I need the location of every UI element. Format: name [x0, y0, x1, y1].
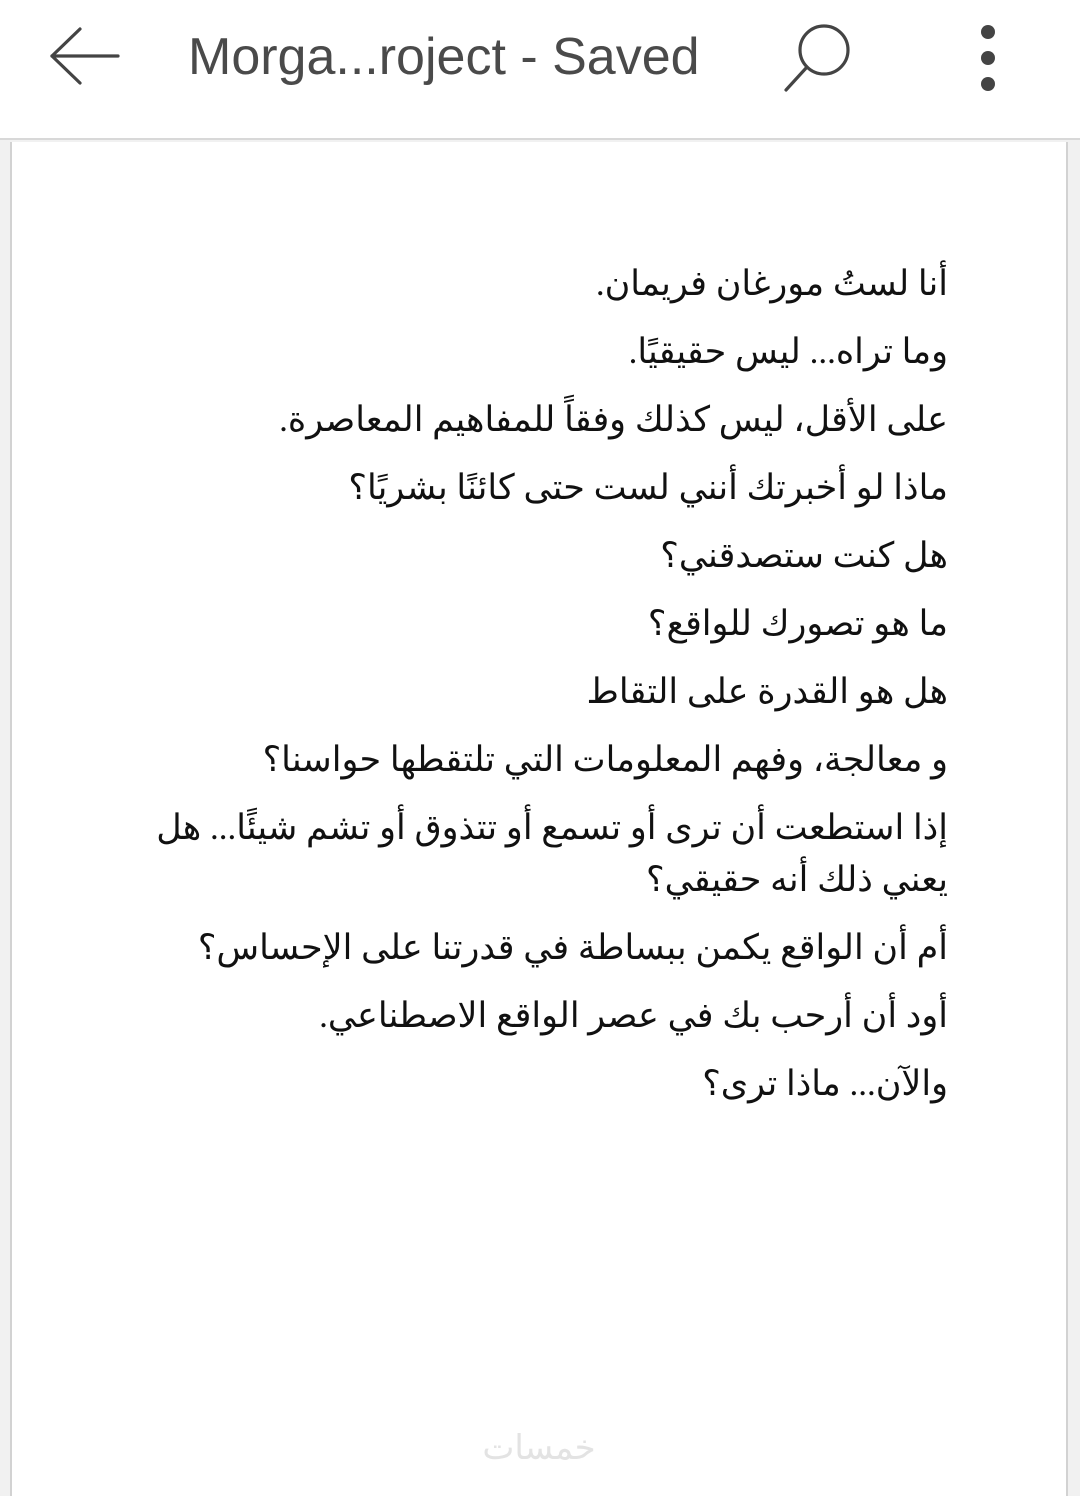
paragraph: وما تراه... ليس حقيقيًا.: [628, 332, 948, 371]
document-page[interactable]: [10, 142, 1068, 1496]
paragraph: إذا استطعت أن ترى أو تسمع أو تتذوق أو تشم شيئًا... هل يعني ذلك أنه حقيقي؟: [156, 808, 948, 899]
paragraph: هل هو القدرة على التقاط: [586, 672, 948, 711]
paragraph: ماذا لو أخبرتك أنني لست حتى كائنًا بشريًا؟: [348, 468, 948, 507]
arrow-left-icon: [48, 26, 122, 86]
more-vertical-icon: [976, 22, 1000, 94]
paragraph: أم أن الواقع يكمن ببساطة في قدرتنا على الإحساس؟: [197, 928, 948, 967]
paragraph: هل كنت ستصدقني؟: [660, 536, 948, 575]
paragraph: على الأقل، ليس كذلك وفقاً للمفاهيم المعاصرة.: [279, 400, 948, 439]
more-options-button[interactable]: [958, 18, 1018, 98]
document-body: [132, 258, 948, 1126]
paragraph: و معالجة، وفهم المعلومات التي تلتقطها حواسنا؟: [262, 740, 948, 779]
paragraph: أود أن أرحب بك في عصر الواقع الاصطناعي.: [319, 996, 948, 1035]
paragraph: أنا لستُ مورغان فريمان.: [595, 264, 948, 303]
search-icon: [780, 20, 856, 96]
back-button[interactable]: [40, 20, 130, 92]
document-title: Morga...roject - Saved: [188, 28, 700, 86]
paragraph: والآن... ماذا ترى؟: [702, 1064, 948, 1103]
watermark-logo: خمسات: [482, 1428, 596, 1468]
paragraph: ما هو تصورك للواقع؟: [647, 604, 948, 643]
app-bar: [0, 0, 1080, 140]
search-button[interactable]: [776, 18, 860, 98]
